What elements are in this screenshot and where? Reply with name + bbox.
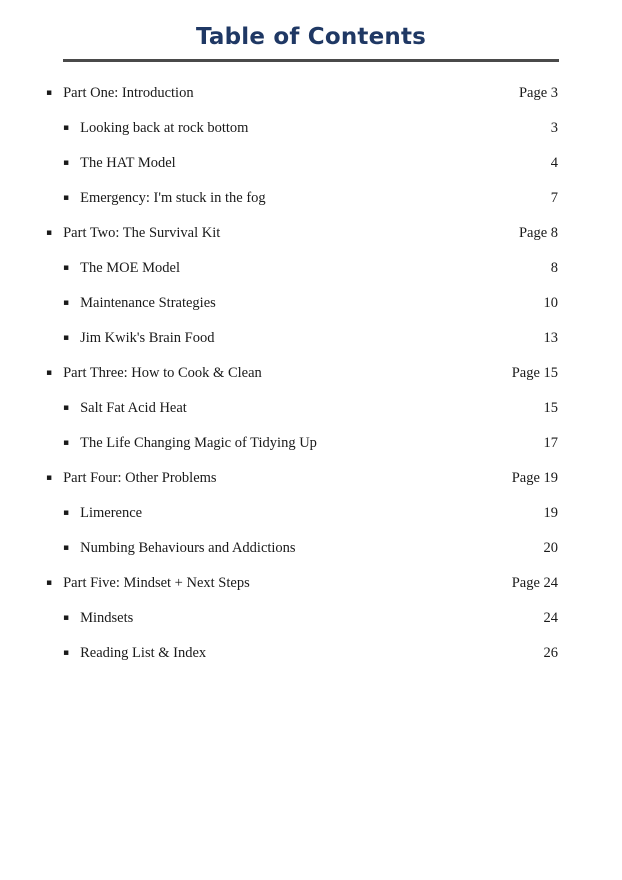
toc-entry bbox=[0, 356, 622, 391]
toc-entry bbox=[0, 321, 622, 356]
bullet-icon: ▪ bbox=[63, 438, 70, 448]
toc-entry-page: 20 bbox=[543, 540, 558, 556]
page-title: Table of Contents bbox=[195, 24, 427, 50]
bullet-icon: ▪ bbox=[63, 613, 70, 623]
bullet-icon: ▪ bbox=[46, 88, 53, 98]
toc-entry-label: Numbing Behaviours and Addictions bbox=[80, 540, 296, 556]
bullet-icon: ▪ bbox=[63, 298, 70, 308]
toc-entry-page: 26 bbox=[543, 645, 558, 661]
bullet-icon: ▪ bbox=[63, 193, 70, 203]
toc-entry-page: Page 19 bbox=[511, 470, 558, 486]
toc-entry-label: Maintenance Strategies bbox=[80, 295, 216, 311]
bullet-icon: ▪ bbox=[46, 578, 53, 588]
toc-entry bbox=[0, 111, 622, 146]
toc-entry-page: 7 bbox=[550, 190, 558, 206]
toc-entry-page: 19 bbox=[543, 505, 558, 521]
toc-entry bbox=[0, 286, 622, 321]
bullet-icon: ▪ bbox=[63, 158, 70, 168]
toc-entry-label: Mindsets bbox=[80, 610, 134, 626]
toc-entry bbox=[0, 461, 622, 496]
toc-entry-label: Part Three: How to Cook & Clean bbox=[63, 365, 262, 381]
toc-entry-page: Page 15 bbox=[511, 365, 558, 381]
toc-entry-label: Reading List & Index bbox=[80, 645, 207, 661]
toc-entry-page: 24 bbox=[543, 610, 558, 626]
toc-entry-label: Part Four: Other Problems bbox=[63, 470, 217, 486]
bullet-icon: ▪ bbox=[63, 403, 70, 413]
toc-entry bbox=[0, 251, 622, 286]
toc-entry-label: Jim Kwik's Brain Food bbox=[80, 330, 215, 346]
toc-entry-page: 8 bbox=[550, 260, 558, 276]
toc-entry-label: Part Five: Mindset + Next Steps bbox=[63, 575, 250, 591]
toc-entry bbox=[0, 76, 622, 111]
toc-entry-label: Emergency: I'm stuck in the fog bbox=[80, 190, 266, 206]
toc-entry-label: Part Two: The Survival Kit bbox=[63, 225, 221, 241]
toc-entry-label: Limerence bbox=[80, 505, 143, 521]
toc-entry-page: 10 bbox=[543, 295, 558, 311]
toc-entry-label: The MOE Model bbox=[80, 260, 180, 276]
toc-entry-page: 13 bbox=[543, 330, 558, 346]
toc-entry bbox=[0, 566, 622, 601]
toc-entry-label: The HAT Model bbox=[80, 155, 176, 171]
bullet-icon: ▪ bbox=[46, 368, 53, 378]
toc-entry-page: Page 8 bbox=[518, 225, 558, 241]
bullet-icon: ▪ bbox=[63, 543, 70, 553]
toc-entry bbox=[0, 601, 622, 636]
bullet-icon: ▪ bbox=[63, 648, 70, 658]
bullet-icon: ▪ bbox=[63, 333, 70, 343]
toc-entry bbox=[0, 146, 622, 181]
toc-entry bbox=[0, 531, 622, 566]
toc-entry bbox=[0, 636, 622, 671]
bullet-icon: ▪ bbox=[46, 228, 53, 238]
toc-entry-page: 15 bbox=[543, 400, 558, 416]
toc-entry-page: Page 24 bbox=[511, 575, 558, 591]
toc-entry-page: 3 bbox=[550, 120, 558, 136]
toc-list bbox=[0, 76, 622, 671]
toc-entry-page: 4 bbox=[550, 155, 558, 171]
bullet-icon: ▪ bbox=[46, 473, 53, 483]
bullet-icon: ▪ bbox=[63, 263, 70, 273]
toc-entry-label: The Life Changing Magic of Tidying Up bbox=[80, 435, 317, 451]
toc-entry bbox=[0, 216, 622, 251]
toc-entry bbox=[0, 496, 622, 531]
title-rule bbox=[63, 59, 559, 62]
bullet-icon: ▪ bbox=[63, 508, 70, 518]
toc-entry-page: Page 3 bbox=[518, 85, 558, 101]
toc-entry-label: Salt Fat Acid Heat bbox=[80, 400, 187, 416]
toc-entry-label: Looking back at rock bottom bbox=[80, 120, 249, 136]
toc-entry-label: Part One: Introduction bbox=[63, 85, 194, 101]
toc-entry bbox=[0, 391, 622, 426]
toc-entry bbox=[0, 426, 622, 461]
toc-entry bbox=[0, 181, 622, 216]
toc-entry-page: 17 bbox=[543, 435, 558, 451]
bullet-icon: ▪ bbox=[63, 123, 70, 133]
